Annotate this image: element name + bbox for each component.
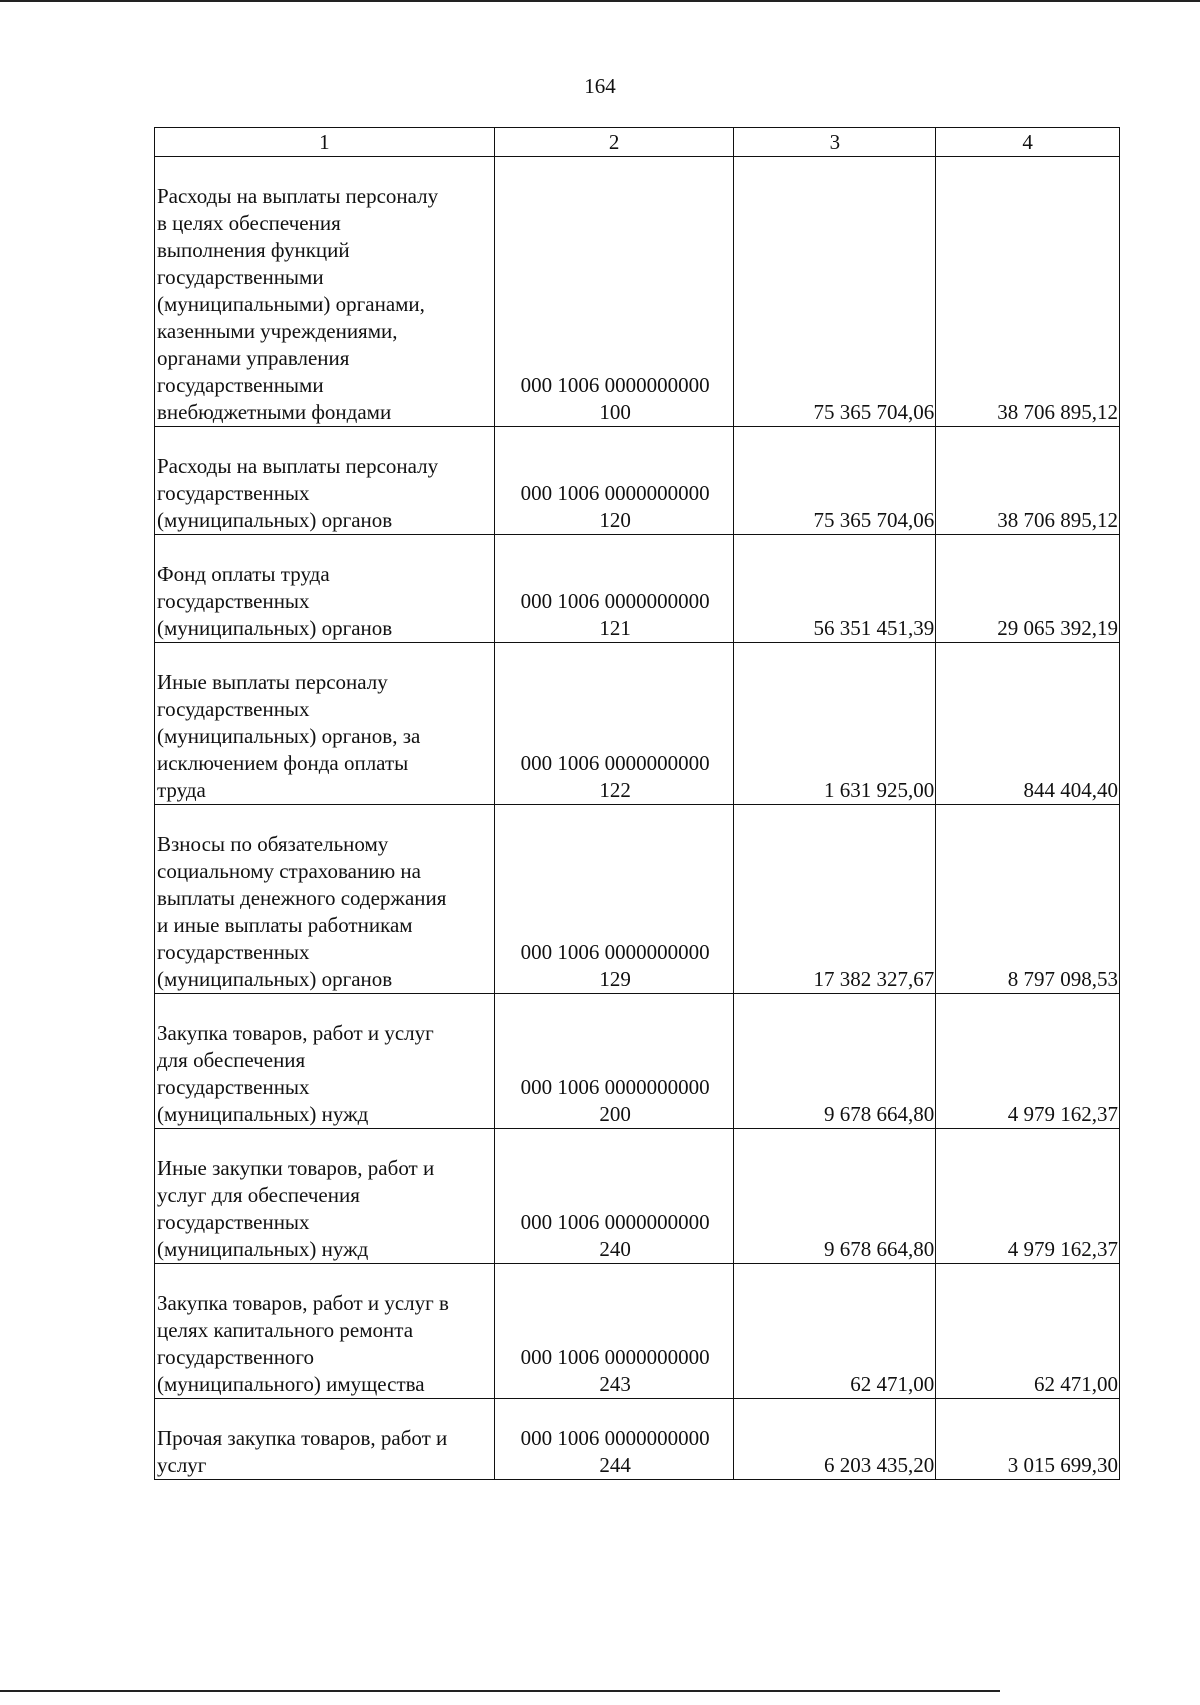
row-description: Иные выплаты персоналу государственных (муниципальных) органов, за исключением фонда оплаты труда — [157, 670, 421, 802]
row-description: Закупка товаров, работ и услуг в целях капитального ремонта государственного (муниципального) имущества — [157, 1291, 449, 1396]
column-header-2: 2 — [494, 128, 734, 157]
row-code-cell — [494, 1129, 734, 1264]
row-value-3: 6 203 435,20 — [734, 1399, 936, 1480]
row-code: 000 1006 0000000000 129 — [520, 940, 710, 991]
row-description-cell — [155, 427, 495, 535]
row-description: Взносы по обязательному социальному страхованию на выплаты денежного содержания и иные выплаты работникам государственных (муниципальных) органов — [157, 832, 447, 991]
row-value-3: 9 678 664,80 — [734, 1129, 936, 1264]
table-row — [155, 1129, 1120, 1264]
column-header-1: 1 — [155, 128, 495, 157]
budget-table — [154, 127, 1120, 1480]
row-value-3: 17 382 327,67 — [734, 805, 936, 994]
row-code-cell — [494, 427, 734, 535]
row-description: Закупка товаров, работ и услуг для обеспечения государственных (муниципальных) нужд — [157, 1021, 434, 1126]
row-code: 000 1006 0000000000 100 — [520, 373, 710, 424]
table-row — [155, 535, 1120, 643]
row-description-cell — [155, 1129, 495, 1264]
row-value-4: 4 979 162,37 — [936, 994, 1120, 1129]
table-row — [155, 1399, 1120, 1480]
row-value-3: 9 678 664,80 — [734, 994, 936, 1129]
table-header-row — [155, 128, 1120, 157]
row-value-4: 844 404,40 — [936, 643, 1120, 805]
row-value-4: 38 706 895,12 — [936, 157, 1120, 427]
table-row — [155, 157, 1120, 427]
row-code: 000 1006 0000000000 200 — [520, 1075, 710, 1126]
bottom-scan-border — [0, 1690, 1000, 1692]
row-description-cell — [155, 535, 495, 643]
row-code-cell — [494, 643, 734, 805]
row-code: 000 1006 0000000000 240 — [520, 1210, 710, 1261]
row-value-4: 62 471,00 — [936, 1264, 1120, 1399]
row-code: 000 1006 0000000000 243 — [520, 1345, 710, 1396]
page-number: 164 — [584, 74, 616, 98]
row-value-4: 4 979 162,37 — [936, 1129, 1120, 1264]
row-code: 000 1006 0000000000 122 — [520, 751, 710, 802]
column-header-4: 4 — [936, 128, 1120, 157]
row-description: Прочая закупка товаров, работ и услуг — [157, 1426, 448, 1477]
row-value-3: 1 631 925,00 — [734, 643, 936, 805]
row-value-4: 38 706 895,12 — [936, 427, 1120, 535]
row-code-cell — [494, 994, 734, 1129]
row-description-cell — [155, 643, 495, 805]
row-code-cell — [494, 157, 734, 427]
row-value-3: 56 351 451,39 — [734, 535, 936, 643]
table-row — [155, 994, 1120, 1129]
row-value-4: 8 797 098,53 — [936, 805, 1120, 994]
row-description: Расходы на выплаты персоналу государственных (муниципальных) органов — [157, 454, 439, 532]
row-code: 000 1006 0000000000 121 — [520, 589, 710, 640]
row-value-4: 29 065 392,19 — [936, 535, 1120, 643]
row-value-3: 62 471,00 — [734, 1264, 936, 1399]
row-description-cell — [155, 1399, 495, 1480]
row-code: 000 1006 0000000000 244 — [520, 1426, 710, 1477]
row-description: Фонд оплаты труда государственных (муниципальных) органов — [157, 562, 393, 640]
row-value-3: 75 365 704,06 — [734, 157, 936, 427]
row-code-cell — [494, 535, 734, 643]
row-code-cell — [494, 805, 734, 994]
table-row — [155, 805, 1120, 994]
row-code-cell — [494, 1399, 734, 1480]
row-description: Расходы на выплаты персоналу в целях обеспечения выполнения функций государственными (муниципальными) органами, казенными учреждениями, органами управления государственными внебюджетными фондами — [157, 184, 439, 424]
row-description-cell — [155, 157, 495, 427]
row-code: 000 1006 0000000000 120 — [520, 481, 710, 532]
column-header-3: 3 — [734, 128, 936, 157]
row-value-3: 75 365 704,06 — [734, 427, 936, 535]
table-row — [155, 643, 1120, 805]
row-description: Иные закупки товаров, работ и услуг для обеспечения государственных (муниципальных) нужд — [157, 1156, 435, 1261]
table-row — [155, 427, 1120, 535]
row-description-cell — [155, 994, 495, 1129]
row-description-cell — [155, 1264, 495, 1399]
top-scan-border — [0, 0, 1200, 2]
row-value-4: 3 015 699,30 — [936, 1399, 1120, 1480]
row-code-cell — [494, 1264, 734, 1399]
table-row — [155, 1264, 1120, 1399]
row-description-cell — [155, 805, 495, 994]
